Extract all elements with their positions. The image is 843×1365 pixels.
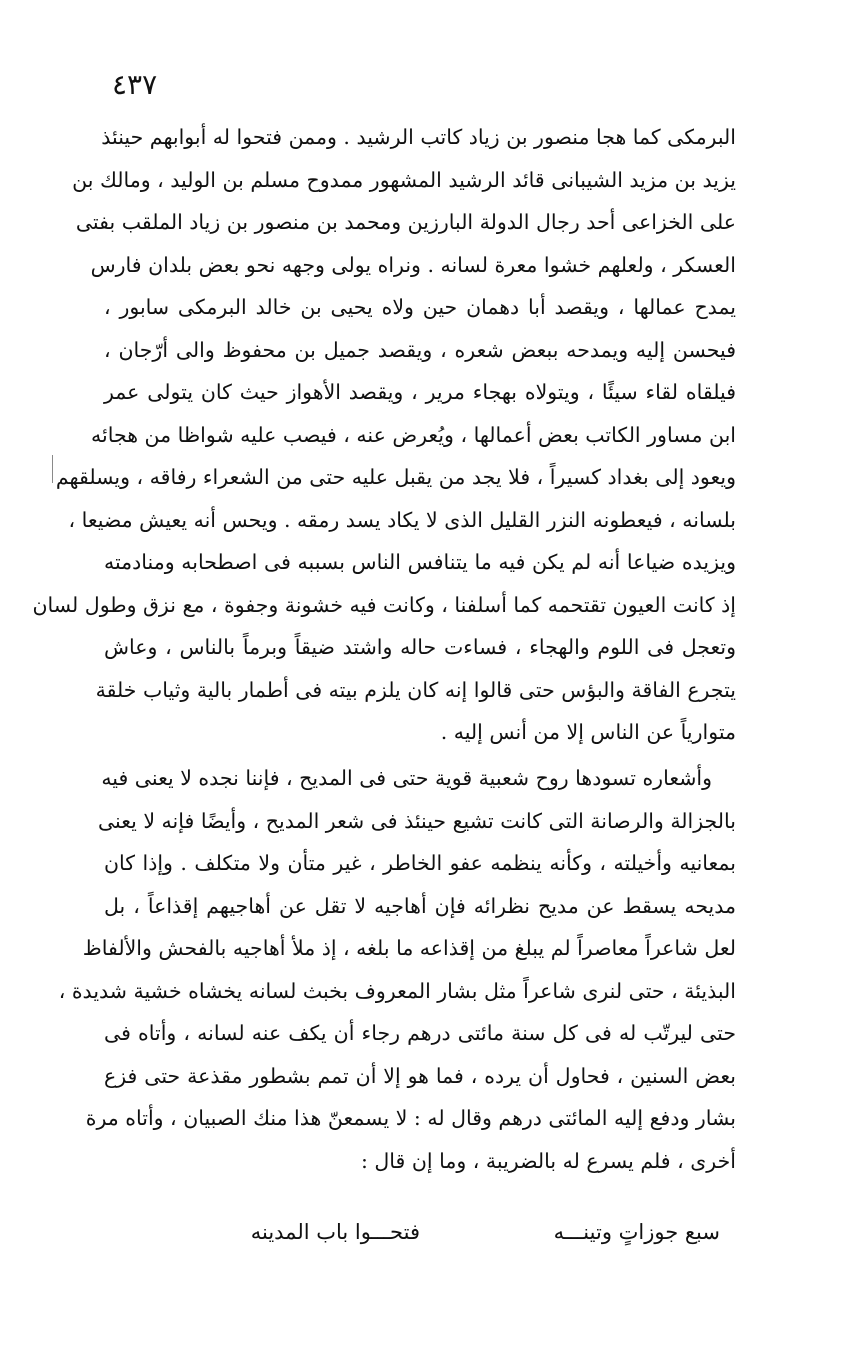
text-line: يمدح عمالها ، ويقصد أبا دهمان حين ولاه يحيى بن خالد البرمكى سابور ، xyxy=(104,295,736,319)
text-line: ويزيده ضياعا أنه لم يكن فيه ما يتنافس الناس بسببه فى اصطحابه ومنادمته xyxy=(104,550,736,574)
text-line: بلسانه ، فيعطونه النزر القليل الذى لا يكاد يسد رمقه . ويحس أنه يعيش مضيعا ، xyxy=(68,507,736,532)
text-line: لعل شاعراً معاصراً لم يبلغ من إقذاعه ما بلغه ، إذ ملأ أهاجيه بالفحش والألفاظ xyxy=(82,936,736,960)
verse-second-hemistich: فتحـــوا باب المدينه xyxy=(250,1220,420,1244)
text-line: بعض السنين ، فحاول أن يرده ، فما هو إلا أن تمم بشطور مقذعة حتى فزع xyxy=(104,1063,736,1088)
text-line: العسكر ، ولعلهم خشوا معرة لسانه . ونراه يولى وجهه نحو بعض بلدان فارس xyxy=(90,252,736,277)
text-line: أخرى ، فلم يسرع له بالضريبة ، وما إن قال : xyxy=(360,1148,736,1173)
text-line: إذ كانت العيون تقتحمه كما أسلفنا ، وكانت فيه خشونة وجفوة ، مع نزق وطول لسان xyxy=(32,592,736,617)
text-line: مديحه يسقط عن مديح نظرائه فإن أهاجيه لا تقل عن أهاجيهم إقذاعاً ، بل xyxy=(104,893,736,918)
text-line: ويعود إلى بغداد كسيراً ، فلا يجد من يقبل عليه حتى من الشعراء رفاقه ، ويسلقهم xyxy=(55,465,736,489)
text-line: فيحسن إليه ويمدحه ببعض شعره ، ويقصد جميل بن محفوظ والى أرّجان ، xyxy=(104,337,736,362)
text-line: البذيئة ، حتى لنرى شاعراً مثل بشار المعروف بخبث لسانه يخشاه خشية شديدة ، xyxy=(58,978,736,1003)
margin-mark xyxy=(52,455,53,483)
text-line: يتجرع الفاقة والبؤس حتى قالوا إنه كان يلزم بيته فى أطمار بالية وثياب خلقة xyxy=(95,677,736,702)
text-line: يزيد بن مزيد الشيبانى قائد الرشيد المشهور ممدوح مسلم بن الوليد ، ومالك بن xyxy=(72,167,736,192)
paragraph-2 xyxy=(58,757,736,1182)
text-line: البرمكى كما هجا منصور بن زياد كاتب الرشيد . وممن فتحوا له أبوابهم حينئذ xyxy=(101,125,736,149)
paragraph-1 xyxy=(32,116,736,754)
verse-first-hemistich: سبع جوزاتٍ وتينـــه xyxy=(553,1220,720,1244)
text-line: متوارياً عن الناس إلا من أنس إليه . xyxy=(440,720,736,744)
text-line: وأشعاره تسودها روح شعبية قوية حتى فى المديح ، فإننا نجده لا يعنى فيه xyxy=(101,766,712,790)
text-line: حتى ليرتّب له فى كل سنة مائتى درهم رجاء أن يكف عنه لسانه ، وأتاه فى xyxy=(104,1021,736,1045)
poetry-verse xyxy=(180,1208,720,1256)
text-line: فيلقاه لقاء سيئًا ، ويتولاه بهجاء مرير ، ويقصد الأهواز حيث كان يتولى عمر xyxy=(104,380,736,404)
text-line: بالجزالة والرصانة التى كانت تشيع حينئذ فى شعر المديح ، وأيضًا فإنه لا يعنى xyxy=(97,808,736,833)
text-line: بمعانيه وأخيلته ، وكأنه ينظمه عفو الخاطر ، غير متأن ولا متكلف . وإذا كان xyxy=(104,851,736,875)
text-line: ابن مساور الكاتب بعض أعمالها ، ويُعرض عنه ، فيصب عليه شواظا من هجائه xyxy=(91,422,736,447)
text-line: على الخزاعى أحد رجال الدولة البارزين ومحمد بن منصور بن زياد الملقب بفتى xyxy=(75,210,736,234)
page-number: ٤٣٧ xyxy=(112,68,158,101)
text-line: بشار ودفع إليه المائتى درهم وقال له : لا يسمعنّ هذا منك الصبيان ، وأتاه مرة xyxy=(85,1106,736,1130)
text-line: وتعجل فى اللوم والهجاء ، فساءت حاله واشتد ضيقاً وبرماً بالناس ، وعاش xyxy=(104,635,736,659)
